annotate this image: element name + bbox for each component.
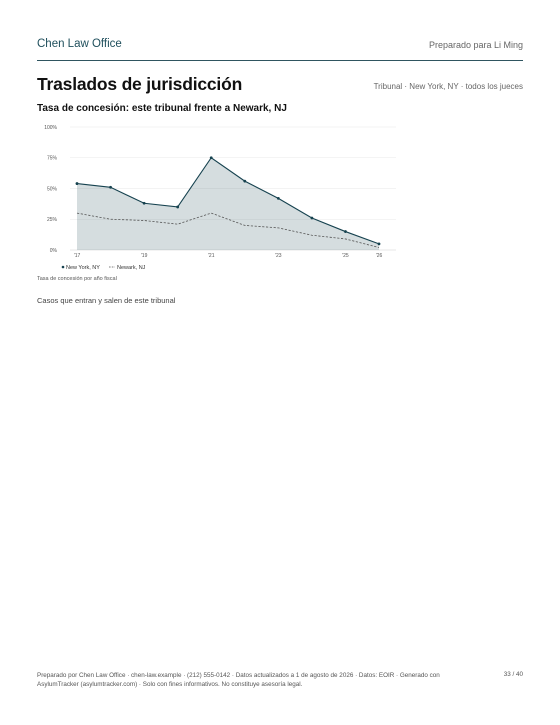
x-tick-label: '17 — [73, 253, 81, 259]
y-tick-label: 50% — [46, 186, 57, 193]
data-point-new-york — [76, 182, 79, 185]
legend-marker-new-york — [62, 266, 65, 269]
data-point-new-york — [176, 206, 179, 209]
page-header — [37, 38, 523, 61]
data-point-new-york — [109, 186, 112, 189]
page-title: Traslados de jurisdicción — [37, 74, 243, 94]
data-point-new-york — [143, 202, 146, 205]
x-tick-label: '25 — [342, 253, 349, 259]
data-point-new-york — [277, 197, 280, 200]
y-tick-label: 75% — [46, 155, 57, 162]
series-area-new-york — [77, 158, 379, 250]
x-tick-label: '26 — [375, 253, 383, 259]
chart-caption: Tasa de concesión por año fiscal — [37, 276, 117, 282]
grant-rate-chart — [30, 120, 410, 275]
data-point-new-york — [310, 217, 313, 220]
legend-label-new-york: New York, NY — [66, 264, 100, 271]
data-point-new-york — [344, 230, 347, 233]
y-tick-label: 25% — [46, 217, 57, 224]
section-label: Casos que entran y salen de este tribunal — [37, 296, 176, 305]
page-number: 33 / 40 — [503, 671, 523, 678]
data-point-new-york — [210, 156, 213, 159]
y-tick-label: 100% — [44, 124, 57, 131]
prepared-for: Preparado para Li Ming — [428, 40, 523, 50]
data-point-new-york — [378, 242, 381, 245]
scope-label: Tribunal · New York, NY · todos los jueces — [373, 82, 523, 91]
x-tick-label: '21 — [207, 253, 215, 259]
legend-label-newark: Newark, NJ — [117, 264, 146, 271]
firm-name: Chen Law Office — [37, 38, 122, 50]
data-point-new-york — [243, 180, 246, 183]
chart-title: Tasa de concesión: este tribunal frente a Newark, NJ — [37, 103, 287, 114]
footer-text: Preparado por Chen Law Office · chen-law.example · (212) 555-0142 · Datos actualizados a 1 de agosto de 2026 · Datos: EOIR · Generado con AsylumTracker (asylumtracker.com) · Solo con fines informativos. No constituye asesoría legal. — [37, 672, 440, 688]
x-tick-label: '19 — [140, 253, 148, 259]
y-tick-label: 0% — [49, 247, 57, 254]
x-tick-label: '23 — [275, 253, 282, 259]
